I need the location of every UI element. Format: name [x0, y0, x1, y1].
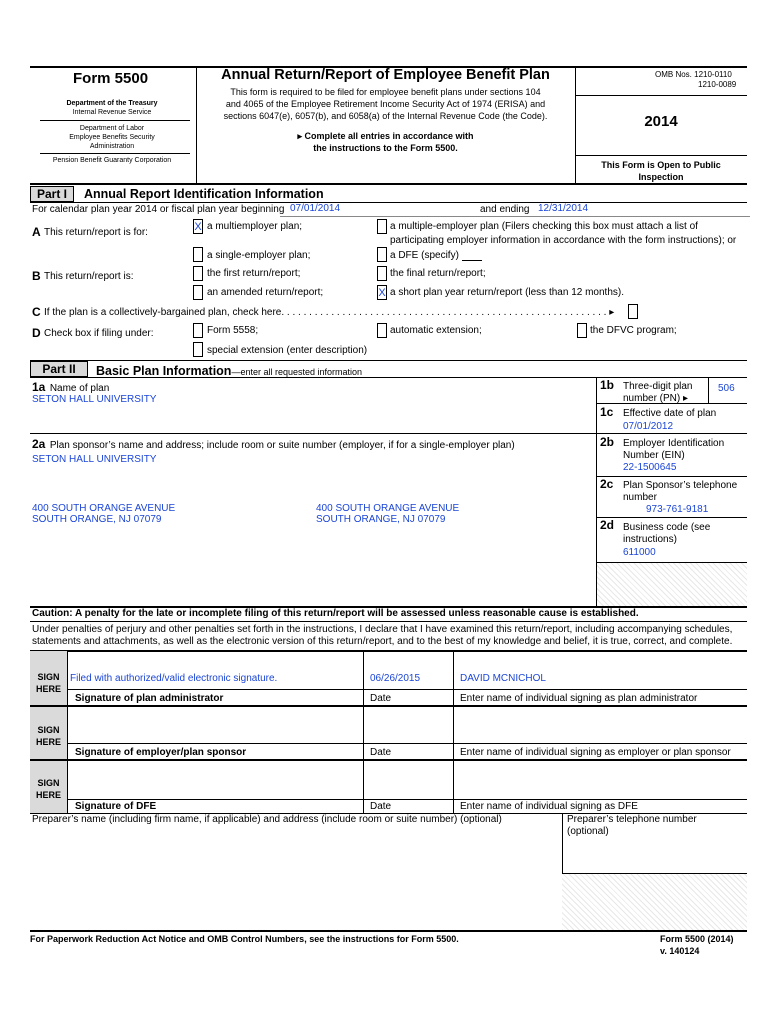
- agency-treasury: Department of the Treasury: [66, 100, 158, 107]
- automatic-extension-checkbox[interactable]: [377, 323, 387, 338]
- collective-bargained-checkbox[interactable]: [628, 304, 638, 319]
- line-1c-label: Effective date of plan: [623, 408, 717, 419]
- first-return-label: the first return/report;: [207, 268, 301, 279]
- ein-field[interactable]: 22-1500645: [623, 462, 677, 473]
- line-2d-label-2: instructions): [623, 534, 677, 545]
- form-description-3: sections 6047(e), 6057(b), and 6058(a) of the Internal Revenue Code (the Code).: [223, 111, 548, 121]
- amended-return-checkbox[interactable]: [193, 285, 203, 300]
- tax-year: 2014: [644, 113, 678, 130]
- line-2b-label: Employer Identification: [623, 438, 725, 449]
- agency-irs: Internal Revenue Service: [72, 109, 152, 116]
- dfe-signature-label: Signature of DFE: [75, 801, 157, 812]
- instructions-line-1: Complete all entries in accordance with: [304, 131, 474, 141]
- line-2a: [32, 435, 592, 453]
- line-2c-label-2: number: [623, 492, 657, 503]
- form-5558-checkbox[interactable]: [193, 323, 203, 338]
- sponsor-address-2[interactable]: 400 SOUTH ORANGE AVENUE: [316, 503, 460, 514]
- shaded-area: [596, 563, 747, 606]
- line-2d-num: 2d: [600, 518, 615, 532]
- sponsor-phone-field[interactable]: 973-761-9181: [646, 504, 709, 515]
- preparer-name-field[interactable]: [32, 830, 557, 925]
- multiemployer-label: a multiemployer plan;: [207, 221, 303, 232]
- plan-year-begin[interactable]: 07/01/2014: [290, 203, 341, 214]
- paperwork-notice: For Paperwork Reduction Act Notice and OMB Control Numbers, see the instructions for Form 5500.: [30, 934, 459, 944]
- form-title: Form 5500: [73, 70, 149, 87]
- form-description-1: This form is required to be filed for employee benefit plans under sections 104: [230, 87, 541, 97]
- business-code-field[interactable]: 611000: [623, 547, 656, 558]
- line-c-letter: C: [32, 305, 41, 319]
- dfvc-program-label: the DFVC program;: [590, 325, 677, 336]
- admin-signature-field[interactable]: Filed with authorized/valid electronic signature.: [70, 673, 278, 684]
- perjury-text-2: statements and attachments, as well as the electronic version of this return/report, and to the best of my knowledge and belief, it is true, correct, and complete.: [32, 636, 733, 647]
- part-1-title: Annual Report Identification Information: [84, 187, 324, 201]
- form-id-footer: Form 5500 (2014): [660, 934, 734, 944]
- line-d-label: Check box if filing under:: [44, 328, 154, 339]
- agency-pbgc: Pension Benefit Guaranty Corporation: [52, 157, 172, 164]
- line-a-letter: A: [32, 225, 41, 239]
- instructions-note: [196, 131, 575, 142]
- dfe-name-label: Enter name of individual signing as DFE: [460, 801, 638, 812]
- agency-ebsa: Employee Benefits Security: [69, 134, 155, 141]
- omb-number: OMB Nos. 1210-0110: [655, 70, 732, 79]
- instructions-line-2: the instructions to the Form 5500.: [313, 143, 458, 153]
- line-1a-label: Name of plan: [49, 383, 110, 394]
- sponsor-name-field[interactable]: SETON HALL UNIVERSITY: [32, 454, 157, 465]
- plan-year-end[interactable]: 12/31/2014: [538, 203, 589, 214]
- admin-signature-label: Signature of plan administrator: [75, 693, 224, 704]
- form-5558-label: Form 5558;: [207, 325, 259, 336]
- admin-date-label: Date: [370, 693, 392, 704]
- first-return-checkbox[interactable]: [193, 266, 203, 281]
- preparer-phone-label: Preparer’s telephone number: [567, 814, 697, 825]
- open-inspection-2: Inspection: [638, 172, 684, 182]
- open-inspection-1: This Form is Open to Public: [601, 160, 721, 170]
- dfe-specify-field[interactable]: [462, 260, 482, 261]
- here-label-2: HERE: [35, 737, 61, 747]
- short-plan-year-checkbox[interactable]: X: [378, 287, 386, 299]
- dfe-checkbox[interactable]: [377, 247, 387, 262]
- preparer-phone-label-2: (optional): [567, 826, 609, 837]
- admin-date-field[interactable]: 06/26/2015: [370, 673, 421, 684]
- special-extension-label: special extension (enter description): [207, 345, 368, 356]
- line-2c-label: Plan Sponsor’s telephone: [623, 480, 738, 491]
- multiemployer-checkbox[interactable]: X: [194, 221, 202, 233]
- dfe-date-label: Date: [370, 801, 392, 812]
- here-label-1: HERE: [35, 684, 61, 694]
- agency-dol: Department of Labor: [79, 125, 145, 132]
- line-1b-num: 1b: [600, 378, 615, 392]
- main-title: Annual Return/Report of Employee Benefit Plan: [221, 67, 550, 83]
- automatic-extension-label: automatic extension;: [390, 325, 482, 336]
- line-2d-label: Business code (see: [623, 522, 711, 533]
- sponsor-signature-label: Signature of employer/plan sponsor: [75, 747, 247, 758]
- line-2c-num: 2c: [600, 477, 614, 491]
- sponsor-signature-field[interactable]: [70, 708, 360, 742]
- line-1b-label: Three-digit plan: [623, 381, 693, 392]
- multiple-employer-checkbox[interactable]: [377, 219, 387, 234]
- line-1a-num: 1a: [32, 380, 46, 394]
- plan-name-field[interactable]: SETON HALL UNIVERSITY: [32, 394, 157, 405]
- effective-date-field[interactable]: 07/01/2012: [623, 421, 674, 432]
- preparer-name-label: Preparer’s name (including firm name, if applicable) and address (include room or suite number) (optional): [32, 814, 502, 825]
- perjury-text-1: Under penalties of perjury and other penalties set forth in the instructions, I declare that I have examined this return/report, including accompanying schedules,: [32, 624, 733, 635]
- single-employer-checkbox[interactable]: [193, 247, 203, 262]
- agency-ebsa-2: Administration: [89, 143, 135, 150]
- part-2-label: Part II: [30, 361, 88, 377]
- shaded-area-preparer: [562, 874, 747, 930]
- calendar-year-label: For calendar plan year 2014 or fiscal plan year beginning: [32, 204, 285, 215]
- plan-number-field[interactable]: 506: [718, 383, 735, 394]
- arrow-right-icon: ▸: [297, 131, 302, 141]
- part-1-label: Part I: [30, 186, 74, 202]
- line-2a-label: Plan sponsor’s name and address; include room or suite number (employer, if for a single-employer plan): [49, 440, 515, 451]
- multiple-employer-label-2: participating employer information in accordance with the form instructions); or: [390, 235, 737, 246]
- line-2b-num: 2b: [600, 435, 615, 449]
- line-a-label: This return/report is for:: [44, 227, 148, 238]
- sign-label-3: SIGN: [37, 778, 60, 788]
- omb-number-2: 1210-0089: [698, 80, 737, 89]
- form-version: v. 140124: [660, 946, 700, 956]
- dfe-signature-field[interactable]: [70, 762, 360, 796]
- line-2a-num: 2a: [32, 437, 46, 451]
- sponsor-date-label: Date: [370, 747, 392, 758]
- here-label-3: HERE: [35, 790, 61, 800]
- special-extension-checkbox[interactable]: [193, 342, 203, 357]
- form-description-2: and 4065 of the Employee Retirement Income Security Act of 1974 (ERISA) and: [225, 99, 546, 109]
- part-2-title-main: Basic Plan Information: [96, 364, 232, 378]
- admin-name-field[interactable]: DAVID MCNICHOL: [460, 673, 546, 684]
- dfvc-program-checkbox[interactable]: [577, 323, 587, 338]
- short-plan-year-label: a short plan year return/report (less than 12 months).: [390, 287, 625, 298]
- sponsor-address-1[interactable]: 400 SOUTH ORANGE AVENUE: [32, 503, 176, 514]
- ending-label: and ending: [480, 204, 530, 215]
- collective-bargained-label: If the plan is a collectively-bargained plan, check here. . . . . . . . . . . . . . . . . . . . . . . . . . . . . . . . . . . . . . . . . . . . . . . . . . . . . . . . . . . ▸: [44, 307, 615, 318]
- sign-label-1: SIGN: [37, 672, 60, 682]
- dfe-label: a DFE (specify): [390, 250, 459, 261]
- sign-label-2: SIGN: [37, 725, 60, 735]
- final-return-checkbox[interactable]: [377, 266, 387, 281]
- line-2b-label-2: Number (EIN): [623, 450, 685, 461]
- line-1b-label-2: number (PN) ▸: [623, 393, 689, 404]
- amended-return-label: an amended return/report;: [207, 287, 324, 298]
- multiple-employer-label: a multiple-employer plan (Filers checking this box must attach a list of: [390, 221, 698, 232]
- line-b-letter: B: [32, 269, 41, 283]
- part-2-title-sub: —enter all requested information: [231, 367, 363, 377]
- sponsor-name-label: Enter name of individual signing as employer or plan sponsor: [460, 747, 731, 758]
- admin-name-label: Enter name of individual signing as plan administrator: [460, 693, 698, 704]
- single-employer-label: a single-employer plan;: [207, 250, 311, 261]
- line-b-label: This return/report is:: [44, 271, 134, 282]
- sponsor-city-1[interactable]: SOUTH ORANGE, NJ 07079: [32, 514, 162, 525]
- line-1c-num: 1c: [600, 405, 614, 419]
- caution-title: Caution: A penalty for the late or incomplete filing of this return/report will be assessed unless reasonable cause is established.: [32, 608, 639, 619]
- sponsor-city-2[interactable]: SOUTH ORANGE, NJ 07079: [316, 514, 446, 525]
- final-return-label: the final return/report;: [390, 268, 486, 279]
- line-d-letter: D: [32, 326, 41, 340]
